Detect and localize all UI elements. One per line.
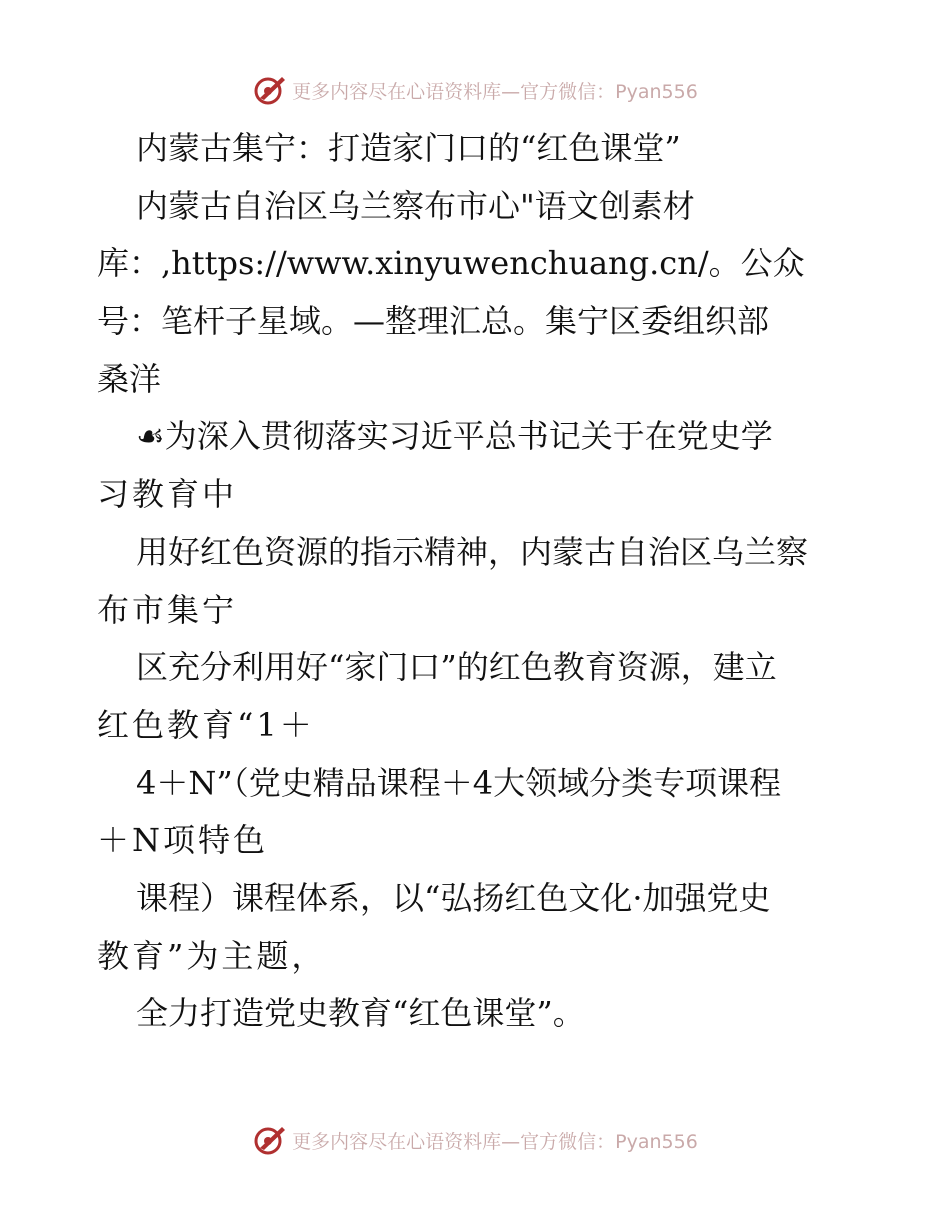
article-body bbox=[97, 120, 857, 1043]
text-line: 库：,https://www.xinyuwenchuang.cn/。公众 bbox=[97, 244, 805, 283]
text-line: 桑洋 bbox=[97, 359, 162, 398]
banner-text: 更多内容尽在心语资料库—官方微信：Pyan556 bbox=[292, 1130, 698, 1153]
quill-seal-icon bbox=[252, 72, 288, 108]
banner-text: 更多内容尽在心语资料库—官方微信：Pyan556 bbox=[292, 80, 698, 103]
text-line: ☙为深入贯彻落实习近平总书记关于在党史学 bbox=[136, 417, 773, 456]
text-line: 区充分利用好“家门口”的红色教育资源，建立 bbox=[136, 648, 777, 687]
text-line: ＋N项特色 bbox=[97, 821, 269, 860]
text-line: 全力打造党史教育“红色课堂”。 bbox=[136, 994, 585, 1033]
text-line: 号：笔杆子星域。—整理汇总。集宁区委组织部 bbox=[97, 302, 770, 341]
text-line: 用好红色资源的指示精神，内蒙古自治区乌兰察 bbox=[136, 532, 809, 571]
text-line: 布市集宁 bbox=[97, 590, 238, 629]
text-line: 4＋N”（党史精品课程＋4大领域分类专项课程 bbox=[136, 763, 782, 802]
text-line: 红色教育“1＋ bbox=[97, 705, 315, 744]
footer-banner bbox=[0, 1120, 950, 1160]
article-title: 内蒙古集宁：打造家门口的“红色课堂” bbox=[136, 129, 681, 167]
text-line: 习教育中 bbox=[97, 475, 238, 514]
text-line: 内蒙古自治区乌兰察布市心"语文创素材 bbox=[136, 186, 695, 225]
header-banner bbox=[0, 70, 950, 110]
text-line: 教育”为主题， bbox=[97, 936, 327, 975]
quill-seal-icon bbox=[252, 1122, 288, 1158]
text-line: 课程）课程体系，以“弘扬红色文化·加强党史 bbox=[136, 878, 771, 917]
